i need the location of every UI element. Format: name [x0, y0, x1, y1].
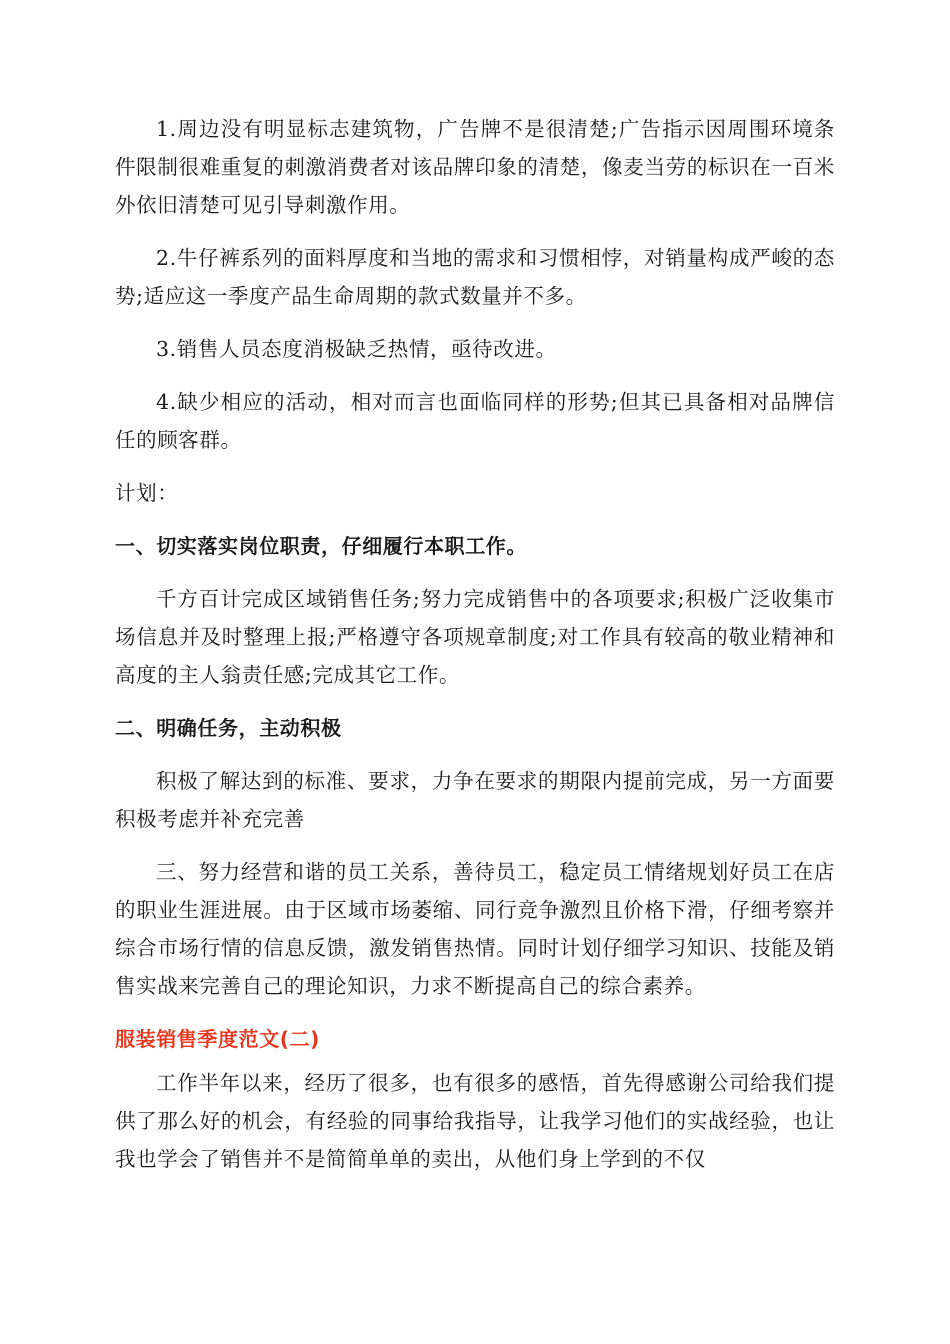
paragraph-employee-relations: 三、努力经营和谐的员工关系，善待员工，稳定员工情绪规划好员工在店的职业生涯进展。由于区域市场萎缩、同行竞争激烈且价格下滑，仔细考察并综合市场行情的信息反馈，激发销售热情。同时计划仔细学习知识、技能及销售实战来完善自己的理论知识，力求不断提高自己的综合素养。 [115, 860, 835, 998]
paragraph-issue-3: 3.销售人员态度消极缺乏热情，亟待改进。 [156, 337, 557, 361]
paragraph-issue-2: 2.牛仔裤系列的面料厚度和当地的需求和习惯相悖，对销量构成严峻的态势;适应这一季度产品生命周期的款式数量并不多。 [115, 246, 835, 308]
section-title: 服装销售季度范文(二) [115, 1027, 320, 1051]
paragraph-duties: 千方百计完成区域销售任务;努力完成销售中的各项要求;积极广泛收集市场信息并及时整理上报;严格遵守各项规章制度;对工作具有较高的敬业精神和高度的主人翁责任感;完成其它工作。 [115, 587, 835, 687]
section-heading-1: 一、切实落实岗位职责，仔细履行本职工作。 [115, 534, 527, 558]
paragraph-issue-4: 4.缺少相应的活动，相对而言也面临同样的形势;但其已具备相对品牌信任的顾客群。 [115, 390, 835, 452]
paragraph-issue-1: 1.周边没有明显标志建筑物，广告牌不是很清楚;广告指示因周围环境条件限制很难重复的刺激消费者对该品牌印象的清楚，像麦当劳的标识在一百米外依旧清楚可见引导刺激作用。 [115, 117, 835, 217]
section-heading-2: 二、明确任务，主动积极 [115, 716, 342, 740]
plan-label: 计划： [115, 481, 179, 505]
paragraph-intro: 工作半年以来，经历了很多，也有很多的感悟，首先得感谢公司给我们提供了那么好的机会，有经验的同事给我指导，让我学习他们的实战经验，也让我也学会了销售并不是简简单单的卖出，从他们身上学到的不仅 [115, 1071, 835, 1171]
document-body [115, 110, 835, 1193]
paragraph-tasks: 积极了解达到的标准、要求，力争在要求的期限内提前完成，另一方面要积极考虑并补充完善 [115, 769, 835, 831]
